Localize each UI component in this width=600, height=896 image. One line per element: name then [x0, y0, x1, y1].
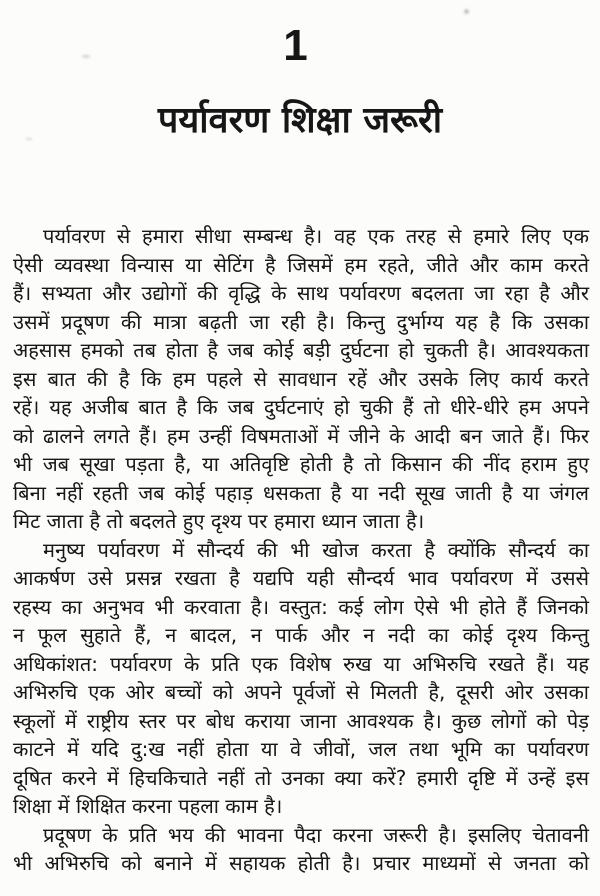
body-text: [13, 222, 589, 878]
text-line: उसमें प्रदूषण की मात्रा बढ़ती जा रही है। किन्तु दुर्भाग्य यह है कि उसका: [13, 309, 589, 334]
chapter-number: 1: [283, 21, 309, 70]
text-line: हैं। सभ्यता और उद्योगों की वृद्धि के साथ पर्यावरण बदलता जा रहा है और: [13, 281, 589, 305]
text-line: शिक्षा में शिक्षित करना पहला काम है।: [13, 794, 283, 818]
text-line: आकर्षण उसे प्रसन्न रखता है यद्यपि यही सौन्दर्य भाव पर्यावरण में उससे: [13, 566, 589, 590]
scan-speck: [462, 7, 471, 16]
paragraph: [13, 821, 589, 878]
text-line: इस बात की है कि हम पहले से सावधान रहें और उसके लिए कार्य करते: [13, 366, 589, 391]
text-line: मनुष्य पर्यावरण में सौन्दर्य की भी खोज करता है क्योंकि सौन्दर्य का: [43, 537, 589, 562]
text-line: दूषित करने में हिचकिचाते नहीं तो उनका क्या करें? हमारी दृष्टि में उन्हें इस: [13, 765, 589, 790]
text-line: रहें। यह अजीब बात है कि जब दुर्घटनाएं हो चुकी हैं तो धीरे-धीरे हम अपने: [13, 395, 589, 419]
text-line: स्कूलों में राष्ट्रीय स्तर पर बोध कराया जाना आवश्यक है। कुछ लोगों को पेड़: [13, 708, 589, 733]
paragraph: [13, 536, 589, 821]
text-line: प्रदूषण के प्रति भय की भावना पैदा करना जरूरी है। इसलिए चेतावनी: [43, 822, 589, 847]
text-line: न फूल सुहाते हैं, न बादल, न पार्क और न नदी का कोई दृश्य किन्तु: [13, 623, 589, 647]
text-line: अहसास हमको तब होता है जब कोई बड़ी दुर्घटना हो चुकती है। आवश्यकता: [13, 338, 589, 362]
text-line: रहस्य का अनुभव भी करवाता है। वस्तुत: कई लोग ऐसे भी होते हैं जिनको: [13, 594, 589, 619]
text-line: भी अभिरुचि को बनाने में सहायक होती है। प्रचार माध्यमों से जनता को: [13, 851, 589, 875]
text-line: बिना नहीं रहती जब कोई पहाड़ धसकता है या नदी सूख जाती है या जंगल: [13, 480, 589, 505]
paragraph: [13, 222, 589, 536]
text-line: भी जब सूखा पड़ता है, या अतिवृष्टि होती है तो किसान की नींद हराम हुए: [13, 452, 589, 476]
text-line: अभिरुचि एक ओर बच्चों को अपने पूर्वजों से मिलती है, दूसरी ओर उसका: [13, 680, 589, 704]
text-line: पर्यावरण से हमारा सीधा सम्बन्ध है। वह एक तरह से हमारे लिए एक: [43, 224, 589, 248]
text-line: मिट जाता है तो बदलते हुए दृश्य पर हमारा ध्यान जाता है।: [13, 509, 425, 533]
text-line: अधिकांशत: पर्यावरण के प्रति एक विशेष रुख या अभिरुचि रखते हैं। यह: [13, 651, 589, 676]
text-line: को ढालने लगते हैं। हम उन्हीं विषमताओं में जीने के आदी बन जाते हैं। फिर: [13, 423, 589, 448]
page-title: पर्यावरण शिक्षा जरूरी: [157, 100, 443, 141]
text-line: ऐसी व्यवस्था विन्यास या सेटिंग है जिसमें हम रहते, जीते और काम करते: [13, 252, 589, 277]
text-line: काटने में यदि दु:ख नहीं होता या वे जीवों, जल तथा भूमि का पर्यावरण: [13, 737, 589, 761]
